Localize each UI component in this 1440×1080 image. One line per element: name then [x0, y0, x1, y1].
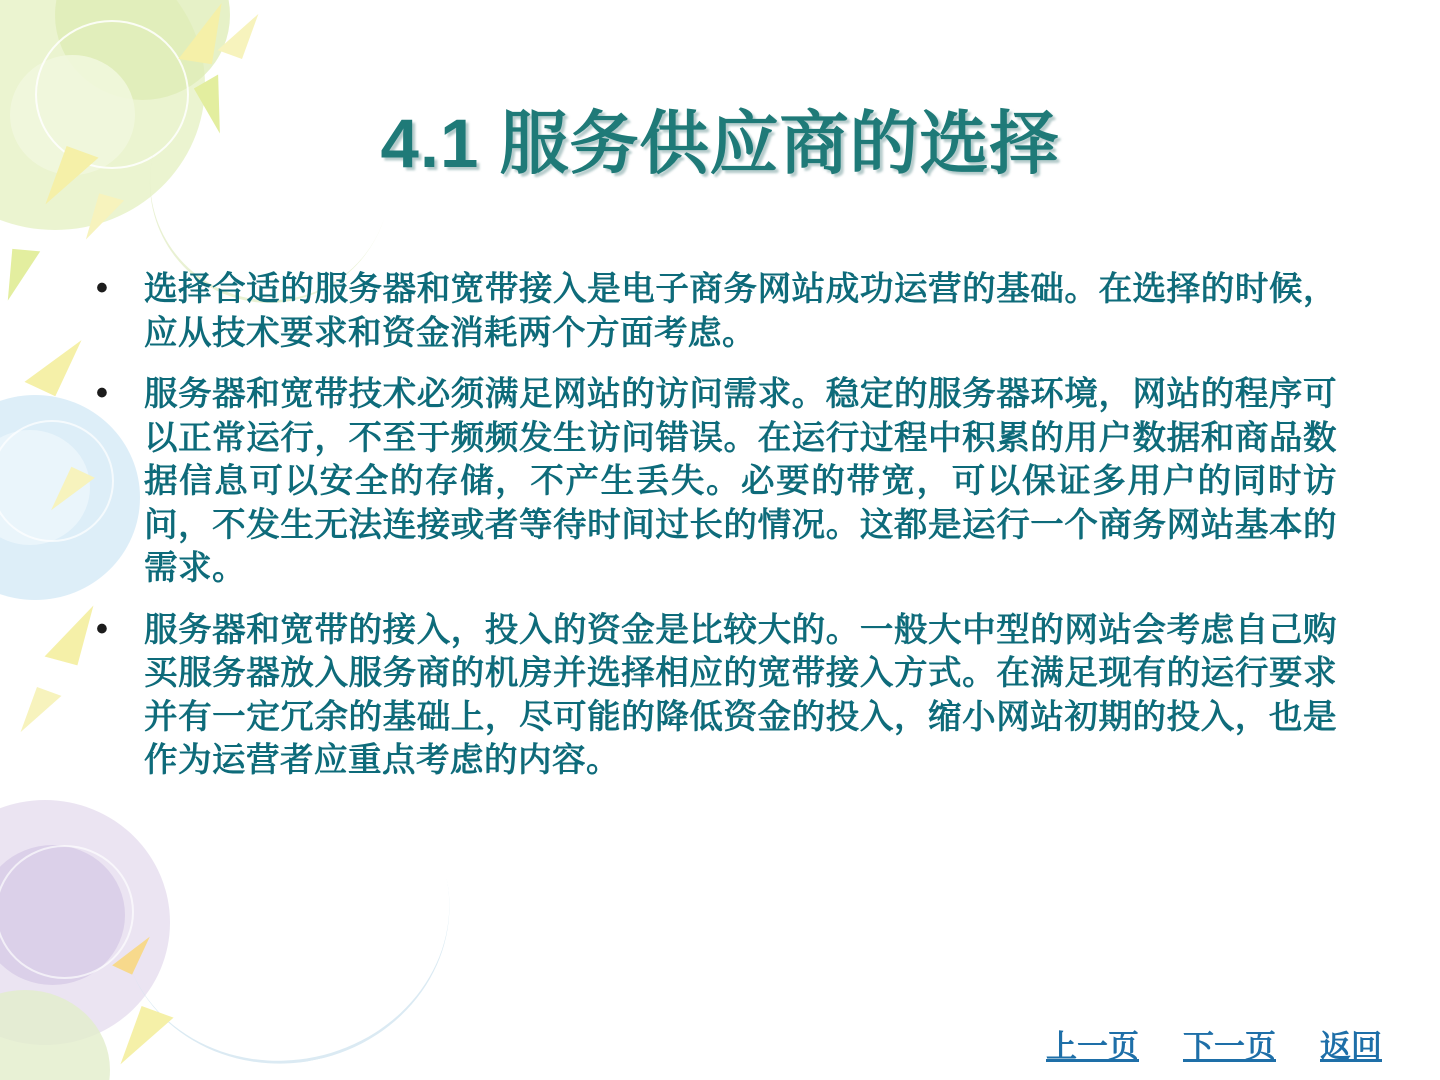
- decorative-ray-10: [112, 927, 150, 974]
- decorative-ray-2: [218, 5, 259, 59]
- slide-title: 4.1 服务供应商的选择: [380, 105, 1060, 182]
- decorative-ray-1: [178, 0, 221, 64]
- decorative-ray-6: [24, 326, 81, 397]
- decorative-ray-12: [8, 249, 40, 303]
- list-item: • 服务器和宽带的接入，投入的资金是比较大的。一般大中型的网站会考虑自己购买服务器放入服务商的机房并选择相应的宽带接入方式。在满足现有的运行要求并有一定冗余的基础上，尽可能的降低资金的投入，缩小网站初期的投入，也是作为运营者应重点考虑的内容。: [82, 609, 1337, 783]
- back-link[interactable]: 返回: [1320, 1029, 1382, 1064]
- list-item: • 选择合适的服务器和宽带接入是电子商务网站成功运营的基础。在选择的时候，应从技术要求和资金消耗两个方面考虑。: [82, 268, 1337, 355]
- decorative-ray-11: [120, 1006, 173, 1076]
- decorative-blob-blue-inner: [0, 430, 90, 545]
- decorative-ring-bottom: [0, 845, 134, 979]
- next-page-link[interactable]: 下一页: [1183, 1029, 1276, 1064]
- bullet-list: [82, 268, 1337, 783]
- decorative-blob-lavender-inner: [0, 845, 125, 985]
- decorative-blob-green-medium: [55, 0, 230, 100]
- list-item: • 服务器和宽带技术必须满足网站的访问需求。稳定的服务器环境，网站的程序可以正常运行，不至于频频发生访问错误。在运行过程中积累的用户数据和商品数据信息可以安全的存储，不产生丢失。必要的带宽，可以保证多用户的同时访问，不发生无法连接或者等待时间过长的情况。这都是运行一个商务网站基本的需求。: [82, 373, 1337, 591]
- prev-page-link[interactable]: 上一页: [1046, 1029, 1139, 1064]
- decorative-blob-green-bottom: [0, 990, 110, 1080]
- decorative-blob-lavender: [0, 800, 170, 1045]
- decorative-ray-5: [86, 193, 124, 246]
- slide-body: [82, 268, 1337, 801]
- footer-navigation: [1046, 1021, 1382, 1066]
- decorative-ray-9: [21, 687, 62, 741]
